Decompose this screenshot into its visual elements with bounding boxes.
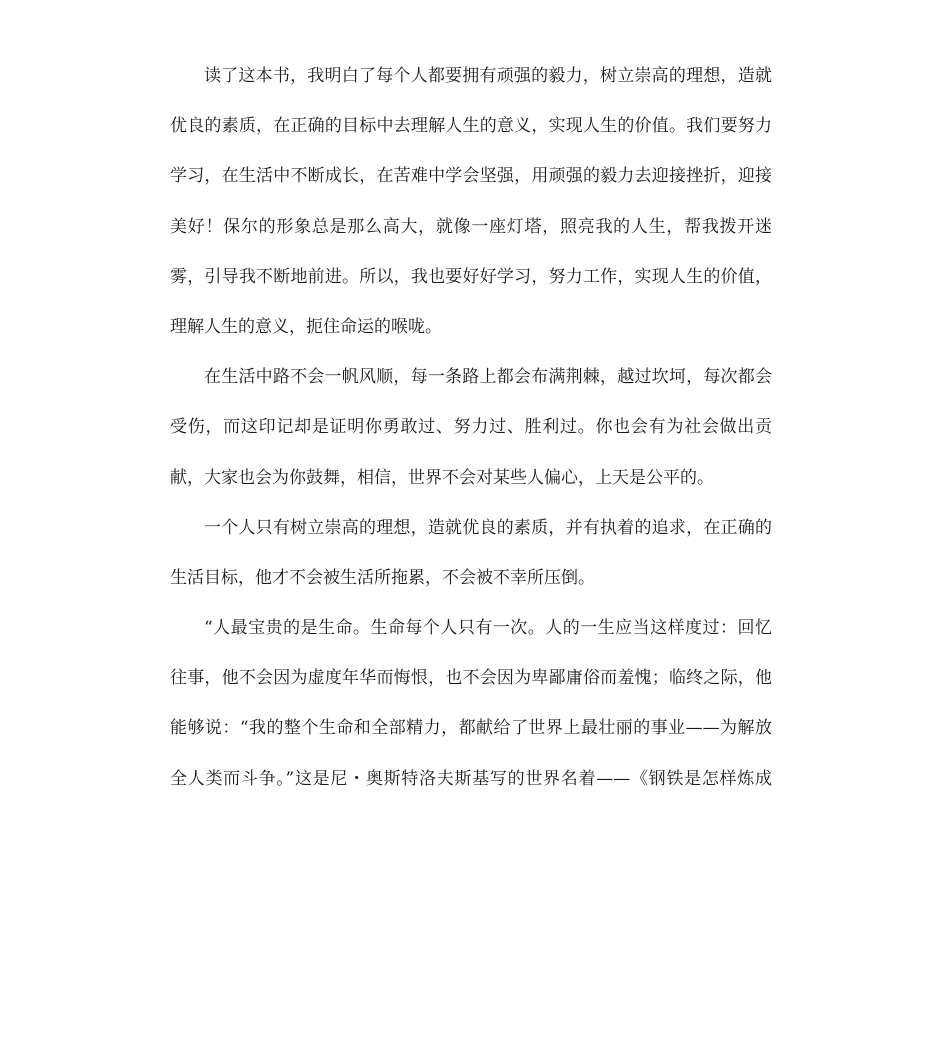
document-body [170, 51, 772, 804]
paragraph [170, 51, 772, 352]
paragraph-line: 学习，在生活中不断成长，在苦难中学会坚强，用顽强的毅力去迎接挫折，迎接 [170, 166, 772, 187]
paragraph-line: 能够说：“我的整个生命和全部精力，都献给了世界上最壮丽的事业——为解放 [170, 718, 772, 739]
paragraph-line: 一个人只有树立崇高的理想，造就优良的素质，并有执着的追求，在正确的 [204, 517, 772, 538]
paragraph-line: 在生活中路不会一帆风顺，每一条路上都会布满荆棘，越过坎坷，每次都会 [204, 367, 772, 388]
paragraph-line: 雾，引导我不断地前进。所以，我也要好好学习，努力工作，实现人生的价值， [170, 266, 772, 287]
paragraph-line: 优良的素质，在正确的目标中去理解人生的意义，实现人生的价值。我们要努力 [170, 116, 772, 137]
paragraph [170, 352, 772, 503]
paragraph-line: 读了这本书，我明白了每个人都要拥有顽强的毅力，树立崇高的理想，造就 [204, 66, 772, 86]
paragraph-line: 全人类而斗争。”这是尼・奥斯特洛夫斯基写的世界名着——《钢铁是怎样炼成 [170, 768, 772, 789]
paragraph-line: 理解人生的意义，扼住命运的喉咙。 [170, 316, 442, 337]
paragraph-line: 美好！保尔的形象总是那么高大，就像一座灯塔，照亮我的人生，帮我拨开迷 [170, 216, 772, 237]
paragraph [170, 503, 772, 603]
paragraph-line: 往事，他不会因为虚度年华而悔恨，也不会因为卑鄙庸俗而羞愧；临终之际，他 [170, 668, 772, 689]
paragraph-line: 生活目标，他才不会被生活所拖累，不会被不幸所压倒。 [170, 567, 595, 588]
paragraph-line: 受伤，而这印记却是证明你勇敢过、努力过、胜利过。你也会有为社会做出贡 [170, 417, 772, 438]
paragraph-line: “人最宝贵的是生命。生命每个人只有一次。人的一生应当这样度过：回忆 [204, 618, 772, 639]
paragraph-line: 献，大家也会为你鼓舞，相信，世界不会对某些人偏心，上天是公平的。 [170, 467, 714, 488]
paragraph [170, 603, 772, 804]
